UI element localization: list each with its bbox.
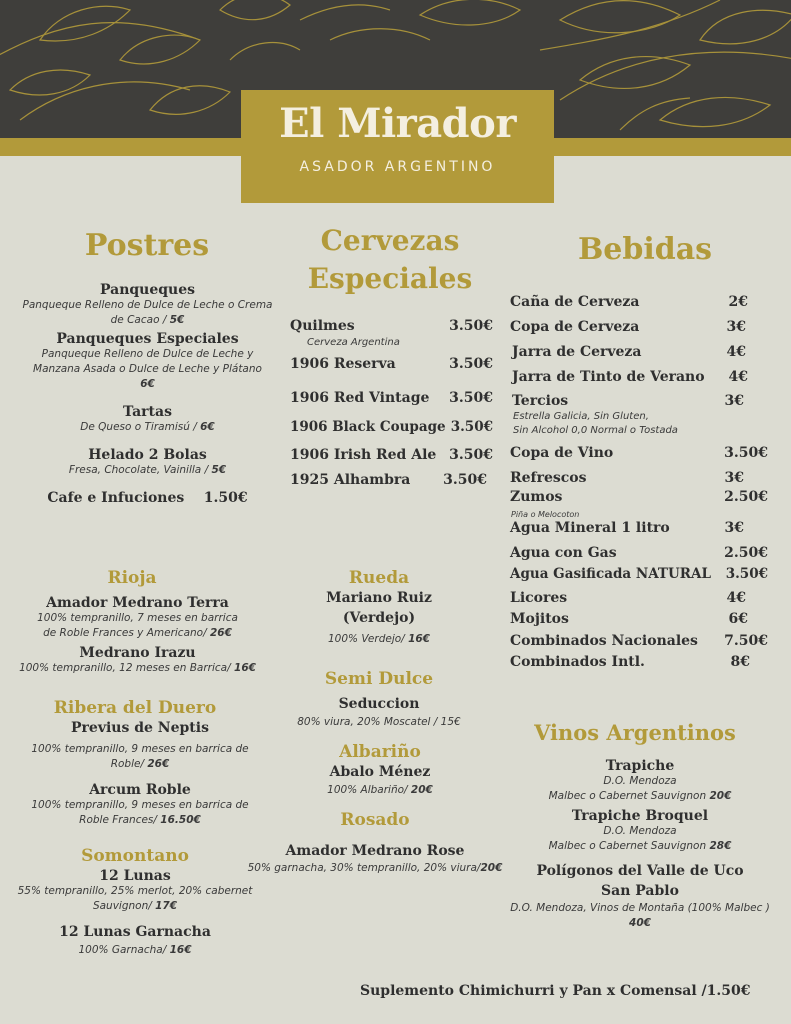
- cerveza-row: 1925 Alhambra 3.50€: [290, 472, 487, 488]
- bebida-row: Refrescos 3€: [510, 470, 744, 486]
- cafe-item: Cafe e Infuciones 1.50€: [47, 490, 248, 506]
- argentinos-list: [505, 758, 775, 931]
- wine-desc: 100% tempranillo, 12 meses en Barrica/ 16€: [19, 662, 256, 674]
- bebida-row: Tercios 3€: [512, 393, 744, 409]
- bebidas-heading: Bebidas: [577, 232, 713, 267]
- wine-desc: Malbec o Cabernet Sauvignon 20€: [548, 790, 732, 802]
- restaurant-subtitle: ASADOR ARGENTINO: [299, 159, 496, 175]
- bebida-row: Agua Mineral 1 litro 3€: [510, 520, 744, 536]
- postres-item-title: Tartas: [123, 404, 172, 420]
- rioja-list: [10, 595, 265, 676]
- bebida-row: Combinados Nacionales 7.50€: [510, 633, 768, 649]
- wine-desc: 80% viura, 20% Moscatel / 15€: [297, 716, 461, 728]
- cerveza-note: Cerveza Argentina: [307, 337, 400, 348]
- cervezas-heading: Cervezas Especiales: [307, 224, 473, 295]
- postres-item-desc: Fresa, Chocolate, Vainilla / 5€: [68, 464, 227, 476]
- restaurant-name: El Mirador: [279, 100, 516, 147]
- bebida-row: Combinados Intl. 8€: [510, 654, 750, 670]
- wine-title: Previus de Neptis: [71, 720, 209, 736]
- wine-title: Polígonos del Valle de Uco: [536, 863, 744, 879]
- postres-item-desc: Panqueque Relleno de Dulce de Leche y Manzana Asada o Dulce de Leche y Plátano 6€: [33, 348, 262, 390]
- bebida-row: Copa de Cerveza 3€: [510, 319, 746, 335]
- rosado-heading: Rosado: [340, 810, 410, 830]
- ribera-heading: Ribera del Duero: [53, 698, 217, 718]
- wine-desc: 100% tempranillo, 9 meses en barrica de Roble Frances/ 16.50€: [31, 799, 249, 826]
- bebida-row: Caña de Cerveza 2€: [510, 294, 748, 310]
- wine-desc: D.O. Mendoza, Vinos de Montaña (100% Malbec ): [510, 902, 770, 914]
- wine-desc: D.O. Mendoza: [603, 825, 677, 837]
- wine-desc: 55% tempranillo, 25% merlot, 20% cabernet Sauvignon/ 17€: [17, 885, 253, 912]
- wine-desc: 100% Verdejo/ 16€: [328, 633, 430, 645]
- wine-desc: 100% tempranillo, 9 meses en barrica de Roble/ 26€: [31, 743, 249, 770]
- bebida-row: Jarra de Cerveza 4€: [512, 344, 746, 360]
- zumos-note: Piña o Melocoton: [511, 510, 580, 519]
- wine-desc: 50% garnacha, 30% tempranillo, 20% viura/20€: [247, 862, 503, 874]
- wine-title: Seduccion: [338, 696, 420, 712]
- bebida-row: Agua con Gas 2.50€: [510, 545, 768, 561]
- bebida-row: Copa de Vino 3.50€: [510, 445, 768, 461]
- wine-title: Amador Medrano Terra: [46, 595, 229, 611]
- wine-title: (Verdejo): [342, 610, 416, 626]
- semidulce-block: [280, 696, 478, 730]
- wine-title: Trapiche: [605, 758, 675, 774]
- rioja-heading: Rioja: [107, 568, 157, 588]
- somontano-heading: Somontano: [81, 846, 189, 866]
- cerveza-row: Quilmes 3.50€: [290, 318, 493, 334]
- wine-price: 40€: [629, 917, 651, 929]
- argentinos-heading: Vinos Argentinos: [534, 720, 736, 745]
- cerveza-row: 1906 Reserva 3.50€: [290, 356, 493, 372]
- rosado-block: [240, 843, 510, 876]
- wine-title: Abalo Ménez: [329, 764, 431, 780]
- title-box: [241, 90, 554, 203]
- rueda-block: [290, 590, 468, 647]
- wine-title: Mariano Ruiz: [326, 590, 432, 606]
- tercios-note: Estrella Galicia, Sin Gluten, Sin Alcohol 0,0 Normal o Tostada: [513, 411, 678, 436]
- cerveza-row: 1906 Red Vintage 3.50€: [290, 390, 493, 406]
- somontano-list: [5, 868, 265, 958]
- bebida-row: Mojitos 6€: [510, 611, 748, 627]
- wine-desc: Malbec o Cabernet Sauvignon 28€: [548, 840, 732, 852]
- postres-item-title: Panqueques Especiales: [56, 331, 239, 347]
- wine-desc: 100% Albariño/ 20€: [327, 784, 433, 796]
- wine-desc: 100% tempranillo, 7 meses en barrica de Roble Frances y Americano/ 26€: [37, 612, 238, 639]
- postres-item-desc: De Queso o Tiramisú / 6€: [80, 421, 215, 433]
- wine-desc: 100% Garnacha/ 16€: [78, 944, 192, 956]
- postres-list: [20, 282, 275, 506]
- footer-supplement: Suplemento Chimichurri y Pan x Comensal /1.50€: [360, 983, 751, 999]
- bebida-row: Agua Gasificada NATURAL 3.50€: [510, 566, 768, 582]
- albarino-heading: Albariño: [339, 742, 421, 762]
- postres-item-title: Panqueques: [99, 282, 196, 298]
- wine-title: Trapiche Broquel: [571, 808, 709, 824]
- ribera-list: [10, 720, 270, 828]
- postres-item-desc: Panqueque Relleno de Dulce de Leche o Crema de Cacao / 5€: [22, 299, 273, 326]
- bebida-row: Licores 4€: [510, 590, 746, 606]
- rueda-heading: Rueda: [348, 568, 410, 588]
- cerveza-row: 1906 Irish Red Ale 3.50€: [290, 447, 493, 463]
- postres-item-title: Helado 2 Bolas: [88, 447, 207, 463]
- wine-desc: D.O. Mendoza: [603, 775, 677, 787]
- wine-title: Arcum Roble: [89, 782, 191, 798]
- albarino-block: [290, 764, 470, 798]
- wine-title: 12 Lunas: [99, 868, 171, 884]
- bebida-row: Jarra de Tinto de Verano 4€: [512, 369, 748, 385]
- cerveza-row: 1906 Black Coupage 3.50€: [290, 419, 493, 435]
- semidulce-heading: Semi Dulce: [324, 669, 434, 689]
- wine-title: 12 Lunas Garnacha: [59, 924, 211, 940]
- wine-title: San Pablo: [601, 883, 679, 899]
- wine-title: Amador Medrano Rose: [285, 843, 465, 859]
- wine-title: Medrano Irazu: [79, 645, 196, 661]
- postres-heading: Postres: [84, 228, 210, 263]
- bebida-row: Zumos 2.50€: [510, 489, 768, 505]
